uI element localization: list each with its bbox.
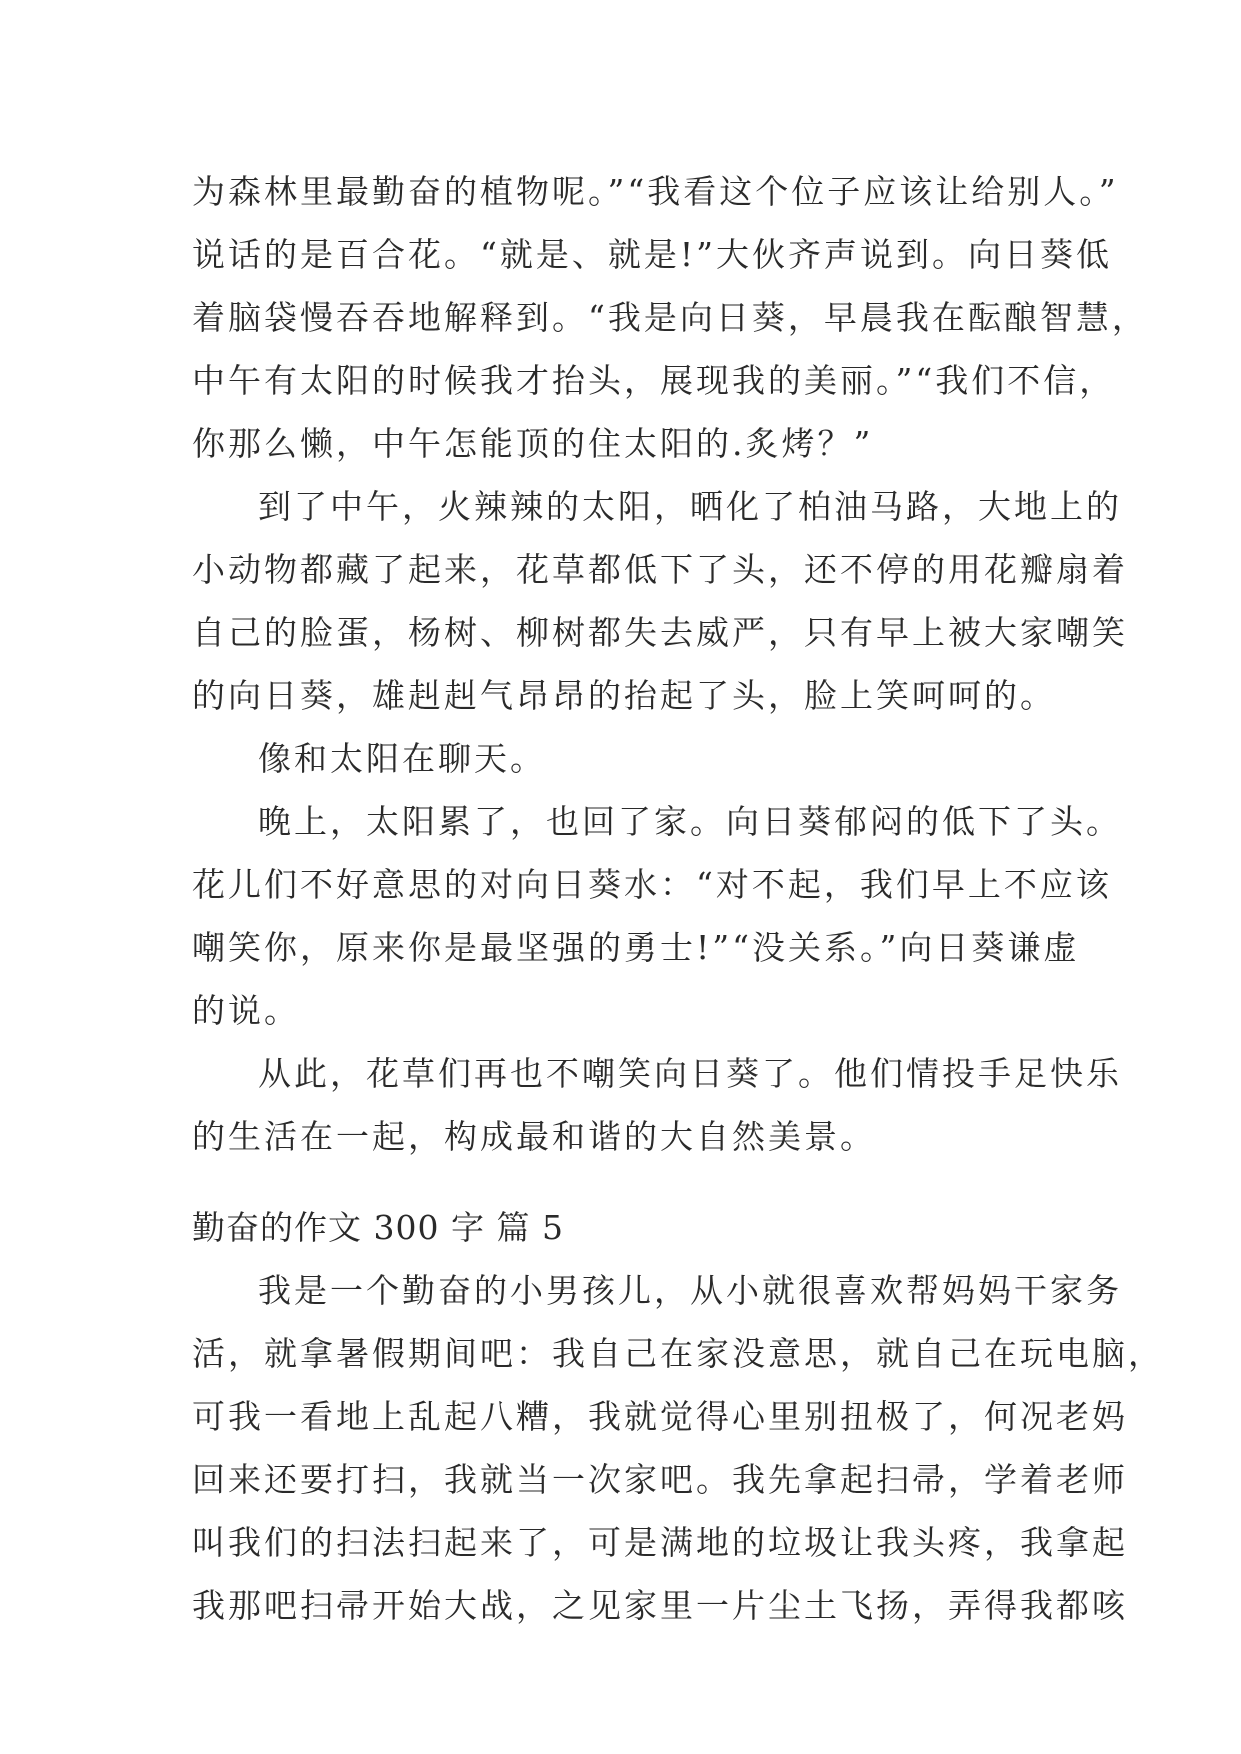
text-line: 我是一个勤奋的小男孩儿，从小就很喜欢帮妈妈干家务 (258, 1271, 1122, 1310)
section-heading: 勤奋的作文 300 字 篇 5 (192, 1208, 564, 1247)
text-line: 你那么懒，中午怎能顶的住太阳的.炙烤？” (192, 424, 874, 463)
text-line: 像和太阳在聊天。 (258, 739, 546, 778)
text-line: 可我一看地上乱起八糟，我就觉得心里别扭极了，何况老妈 (192, 1397, 1128, 1436)
text-line: 从此，花草们再也不嘲笑向日葵了。他们情投手足快乐 (258, 1054, 1122, 1093)
text-line: 到了中午，火辣辣的太阳，晒化了柏油马路，大地上的 (258, 487, 1122, 526)
text-line: 的向日葵，雄赳赳气昂昂的抬起了头，脸上笑呵呵的。 (192, 676, 1056, 715)
text-line: 嘲笑你，原来你是最坚强的勇士!”“没关系。”向日葵谦虚 (192, 928, 1080, 967)
text-line: 着脑袋慢吞吞地解释到。“我是向日葵，早晨我在酝酿智慧， (192, 298, 1148, 337)
paragraph (192, 1259, 1164, 1637)
text-line: 我那吧扫帚开始大战，之见家里一片尘土飞扬，弄得我都咳 (192, 1586, 1128, 1625)
paragraph (192, 790, 1122, 1042)
essay-text (192, 160, 1164, 1637)
text-line: 的生活在一起，构成最和谐的大自然美景。 (192, 1117, 876, 1156)
text-line: 叫我们的扫法扫起来了，可是满地的垃圾让我头疼，我拿起 (192, 1523, 1128, 1562)
text-line: 回来还要打扫，我就当一次家吧。我先拿起扫帚，学着老师 (192, 1460, 1128, 1499)
paragraph (192, 160, 1148, 475)
text-line: 自己的脸蛋，杨树、柳树都失去威严，只有早上被大家嘲笑 (192, 613, 1128, 652)
text-line: 小动物都藏了起来，花草都低下了头，还不停的用花瓣扇着 (192, 550, 1128, 589)
text-line: 的说。 (192, 991, 300, 1030)
paragraph (192, 1042, 1122, 1168)
text-line: 花儿们不好意思的对向日葵水：“对不起，我们早上不应该 (192, 865, 1112, 904)
text-line: 晚上，太阳累了，也回了家。向日葵郁闷的低下了头。 (258, 802, 1122, 841)
text-line: 中午有太阳的时候我才抬头，展现我的美丽。”“我们不信， (192, 361, 1116, 400)
text-line: 说话的是百合花。“就是、就是!”大伙齐声说到。向日葵低 (192, 235, 1113, 274)
text-line: 活，就拿暑假期间吧：我自己在家没意思，就自己在玩电脑， (192, 1334, 1164, 1373)
paragraph (192, 475, 1128, 727)
paragraph (192, 727, 1072, 790)
text-line: 为森林里最勤奋的植物呢。”“我看这个位子应该让给别人。” (192, 172, 1119, 211)
